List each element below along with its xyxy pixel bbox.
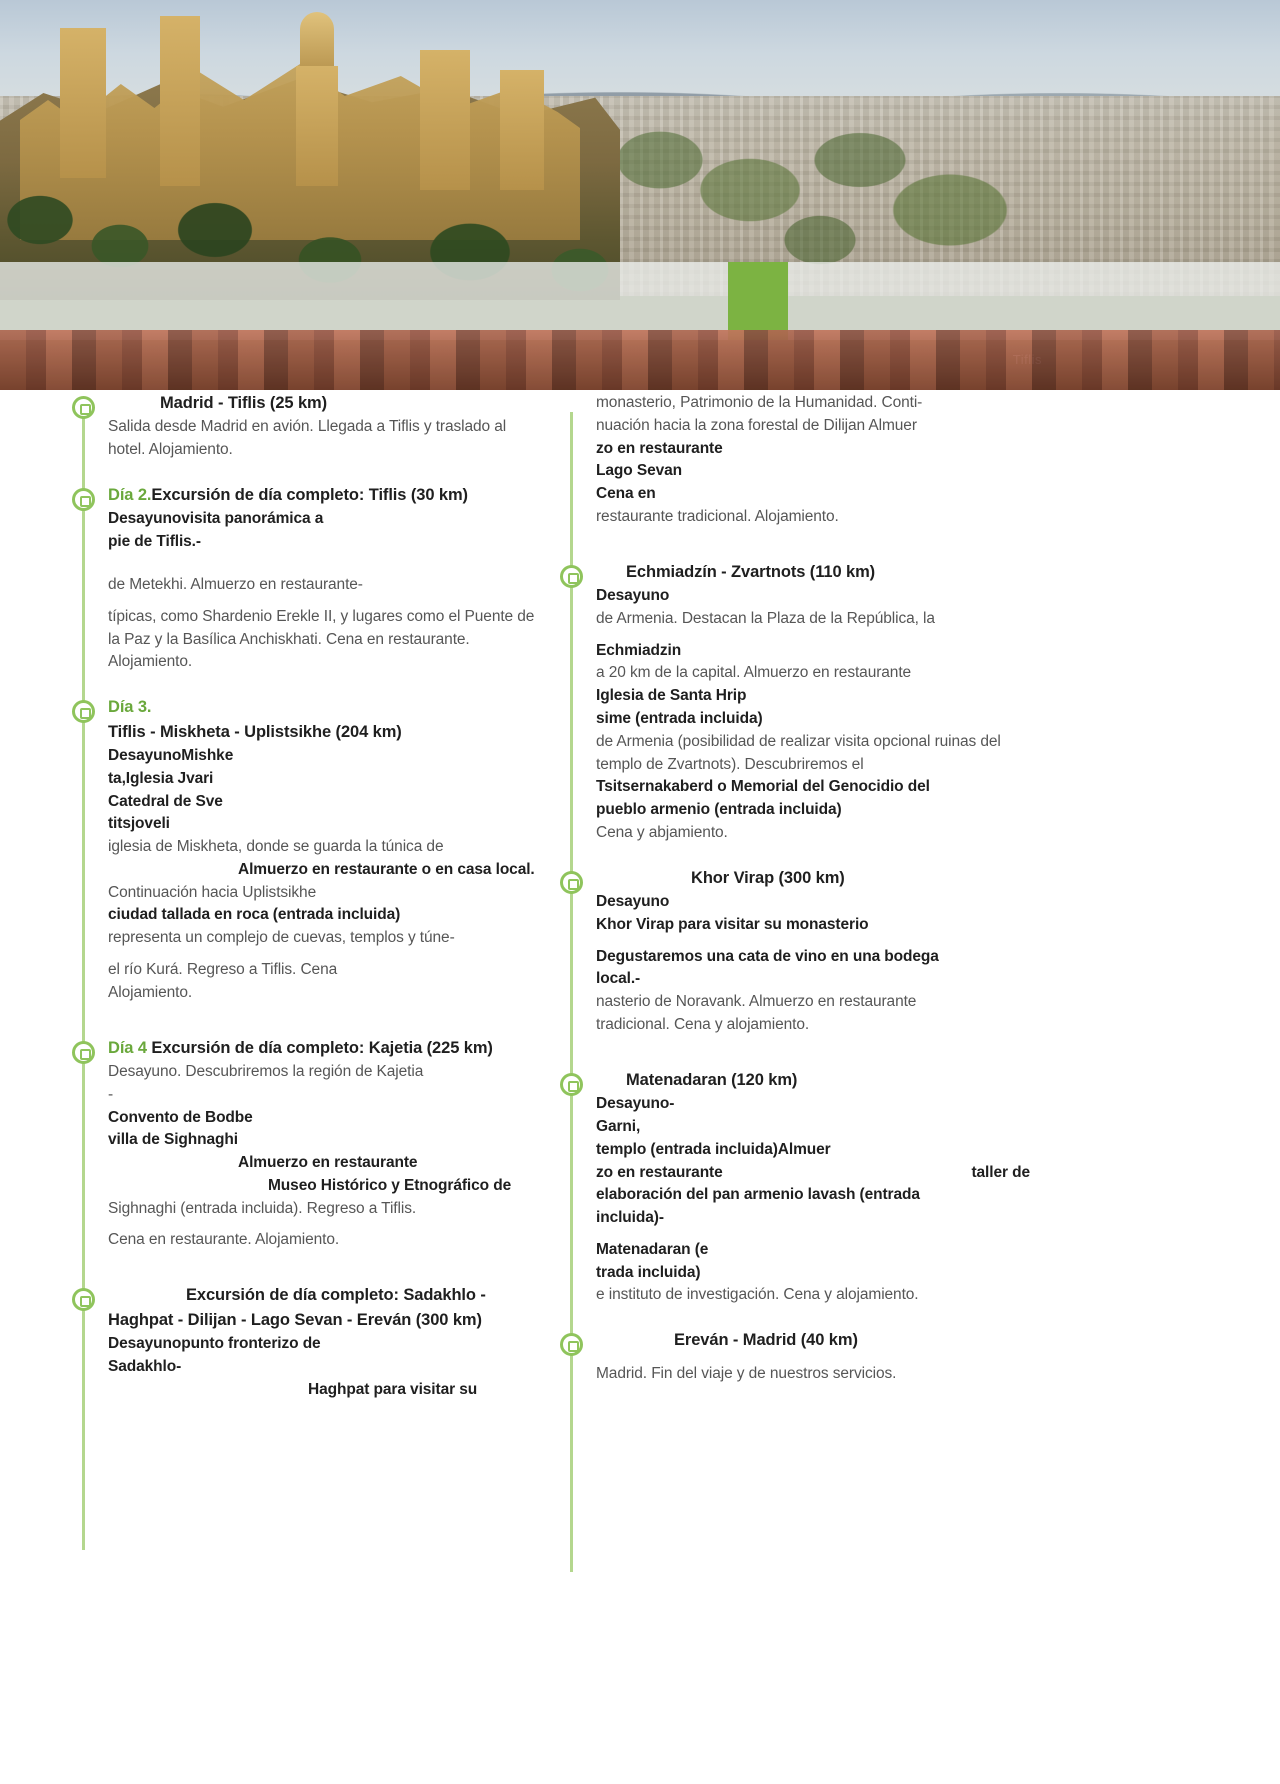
day-7-line-4: local.- (596, 970, 641, 988)
spacer (72, 1254, 542, 1284)
translucent-band (0, 262, 1280, 340)
church-dome (300, 12, 334, 72)
day-8-line-6: incluida)- (596, 1209, 664, 1227)
day-8-line-4-row (596, 1162, 1030, 1185)
day-4-line-1: Desayuno. Descubriremos la región de Kajetia (108, 1062, 424, 1080)
narikala-fortress (0, 10, 620, 300)
day-6-line-7: de Armenia (posibilidad de realizar visita opcional ruinas del templo de Zvartnots). Descubriremos el (596, 732, 1001, 773)
day-3-label: Día 3. (108, 698, 152, 717)
day-2-line-3-text: de Metekhi. Almuerzo en restaurante- (108, 575, 363, 593)
day-3-line-7: Continuación hacia Uplistsikhe (108, 883, 317, 901)
day-4-line-2: - (108, 1085, 114, 1103)
green-accent-square (728, 262, 788, 340)
timeline-marker-icon (72, 488, 95, 511)
itinerary-day-8 (560, 1069, 1030, 1307)
spacer (72, 676, 542, 696)
day-2-label: Día 2. (108, 485, 152, 504)
day-4-line-7: Sighnaghi (entrada incluida). Regreso a Tiflis. (108, 1199, 417, 1217)
itinerary-content (0, 392, 1280, 1784)
spacer (108, 597, 542, 606)
day-4-line-6: Museo Histórico y Etnográfico de (268, 1176, 512, 1194)
day-3-line-1: DesayunoMishke (108, 746, 234, 764)
spacer (108, 1220, 542, 1229)
day-4-title: Excursión de día completo: Kajetia (225 km) (151, 1038, 493, 1057)
day-8-line-5: elaboración del pan armenio lavash (entrada (596, 1186, 920, 1204)
day-7-line-5: nasterio de Noravank. Almuerzo en restaurante (596, 993, 917, 1011)
day-2-line-2: pie de Tiflis.- (108, 533, 201, 551)
day-8-line-2: Garni, (596, 1118, 641, 1136)
day-5-subtitle: Haghpat - Dilijan - Lago Sevan - Ereván (300 km) (108, 1310, 482, 1329)
itinerary-day-2 (72, 484, 542, 674)
spacer (596, 1230, 1030, 1239)
itinerary-day-5 (72, 1284, 542, 1401)
rooftops-foreground (0, 330, 1280, 390)
day-3-line-10: el río Kurá. Regreso a Tiflis. Cena (108, 960, 338, 978)
day-2-title: Excursión de día completo: Tiflis (30 km) (151, 485, 468, 504)
day-6-line-1: Desayuno (596, 587, 670, 605)
day-7-line-2: Khor Virap para visitar su monasterio (596, 915, 869, 933)
spacer (560, 1309, 1030, 1329)
day-5-title: Excursión de día completo: Sadakhlo - (186, 1286, 486, 1305)
day-5c-line-5: Cena en (596, 485, 656, 503)
timeline-marker-icon (560, 1073, 583, 1096)
spacer (596, 631, 1030, 640)
itinerary-day-6 (560, 561, 1030, 845)
day-3-subtitle: Tiflis - Miskheta - Uplistsikhe (204 km) (108, 722, 402, 741)
itinerary-day-9 (560, 1329, 1030, 1385)
day-3-line-6: Almuerzo en restaurante o en casa local. (238, 860, 535, 878)
timeline-marker-icon (560, 871, 583, 894)
day-3-line-8: ciudad tallada en roca (entrada incluida) (108, 906, 401, 924)
day-5c-line-1: monasterio, Patrimonio de la Humanidad. Conti- (596, 394, 923, 411)
day-8-line-4-left: zo en restaurante (596, 1163, 723, 1181)
day-8-line-4-right: taller de (971, 1163, 1030, 1181)
day-5c-line-2: nuación hacia la zona forestal de Dilijan Almuer (596, 416, 917, 434)
day-8-line-3: templo (entrada incluida)Almuer (596, 1140, 831, 1158)
itinerary-day-3 (72, 696, 542, 1004)
spacer (108, 950, 542, 959)
itinerary-day-7 (560, 867, 1030, 1037)
day-5c-line-6: restaurante tradicional. Alojamiento. (596, 507, 839, 525)
timeline-marker-icon (72, 700, 95, 723)
day-2-line-1: Desayunovisita panorámica a (108, 510, 324, 528)
day-6-line-3: Echmiadzin (596, 641, 682, 659)
day-5-line-1: Desayunopunto fronterizo de (108, 1335, 321, 1353)
day-7-line-1: Desayuno (596, 893, 670, 911)
day-6-line-5: Iglesia de Santa Hrip (596, 687, 747, 705)
day-3-line-4: titsjoveli (108, 815, 170, 833)
day-3-line-2: ta,Iglesia Jvari (108, 769, 214, 787)
day-2-line-3 (108, 574, 542, 597)
day-8-line-9: e instituto de investigación. Cena y alojamiento. (596, 1286, 919, 1304)
spacer (108, 554, 542, 574)
itinerary-day-1 (72, 392, 542, 462)
spacer (560, 1039, 1030, 1069)
day-5c-line-3: zo en restaurante (596, 439, 723, 457)
day-4-line-8: Cena en restaurante. Alojamiento. (108, 1231, 340, 1249)
day-4-line-3: Convento de Bodbe (108, 1108, 253, 1126)
timeline-marker-icon (560, 1333, 583, 1356)
timeline-marker-icon (72, 396, 95, 419)
day-3-heading (108, 696, 542, 719)
spacer (72, 464, 542, 484)
spacer (72, 1007, 542, 1037)
day-7-title: Khor Virap (300 km) (691, 868, 845, 887)
itinerary-column-right (560, 392, 1030, 1387)
day-3-line-3: Catedral de Sve (108, 792, 223, 810)
spacer (596, 937, 1030, 946)
day-9-title: Ereván - Madrid (40 km) (674, 1331, 858, 1350)
day-2-heading (108, 484, 542, 507)
day-1-title: Madrid - Tiflis (25 km) (160, 394, 328, 412)
day-5-line-3: Haghpat para visitar su (308, 1380, 478, 1398)
day-3-line-5: iglesia de Miskheta, donde se guarda la túnica de (108, 838, 444, 856)
day-4-label: Día 4 (108, 1038, 147, 1057)
day-9-line-1: Madrid. Fin del viaje y de nuestros servicios. (596, 1364, 897, 1382)
day-5c-line-4: Lago Sevan (596, 462, 682, 480)
fortress-tower (60, 28, 106, 178)
spacer (596, 1354, 1030, 1363)
day-8-title: Matenadaran (120 km) (626, 1070, 798, 1089)
day-6-line-10: Cena y abjamiento. (596, 823, 728, 841)
itinerary-column-left (72, 392, 542, 1403)
day-7-line-3: Degustaremos una cata de vino en una bodega (596, 947, 939, 965)
day-2-line-4: típicas, como Shardenio Erekle II, y lugares como el Puente de la Paz y la Basílica Anchiskhati. Cena en restaurante. Alojamiento. (108, 607, 535, 671)
day-5-line-2: Sadakhlo- (108, 1357, 182, 1375)
itinerary-day-4 (72, 1037, 542, 1253)
day-6-title: Echmiadzín - Zvartnots (110 km) (626, 562, 876, 581)
spacer (560, 847, 1030, 867)
foliage-right (620, 120, 1040, 270)
day-8-line-7: Matenadaran (e (596, 1240, 709, 1258)
day-6-line-6: sime (entrada incluida) (596, 710, 763, 728)
timeline-marker-icon (560, 565, 583, 588)
timeline-marker-icon (72, 1041, 95, 1064)
day-8-line-1: Desayuno- (596, 1095, 675, 1113)
day-6-line-4: a 20 km de la capital. Almuerzo en restaurante (596, 664, 912, 682)
day-4-line-4: villa de Sighnaghi (108, 1131, 238, 1149)
header-hero-image (0, 0, 1280, 390)
spacer (560, 531, 1030, 561)
day-4-heading (108, 1037, 542, 1060)
day-6-line-2: de Armenia. Destacan la Plaza de la República, la (596, 609, 935, 627)
itinerary-day-5-continued (560, 392, 1030, 529)
day-3-line-11: Alojamiento. (108, 983, 193, 1001)
day-7-line-6: tradicional. Cena y alojamiento. (596, 1016, 810, 1034)
timeline-marker-icon (72, 1288, 95, 1311)
day-6-line-8: Tsitsernakaberd o Memorial del Genocidio del (596, 778, 930, 796)
day-8-line-8: trada incluida) (596, 1263, 701, 1281)
day-6-line-9: pueblo armenio (entrada incluida) (596, 801, 842, 819)
day-1-text: Salida desde Madrid en avión. Llegada a Tiflis y traslado al hotel. Alojamiento. (108, 418, 507, 459)
day-4-line-5: Almuerzo en restaurante (238, 1154, 418, 1172)
day-3-line-9: representa un complejo de cuevas, templos y túne- (108, 929, 455, 947)
